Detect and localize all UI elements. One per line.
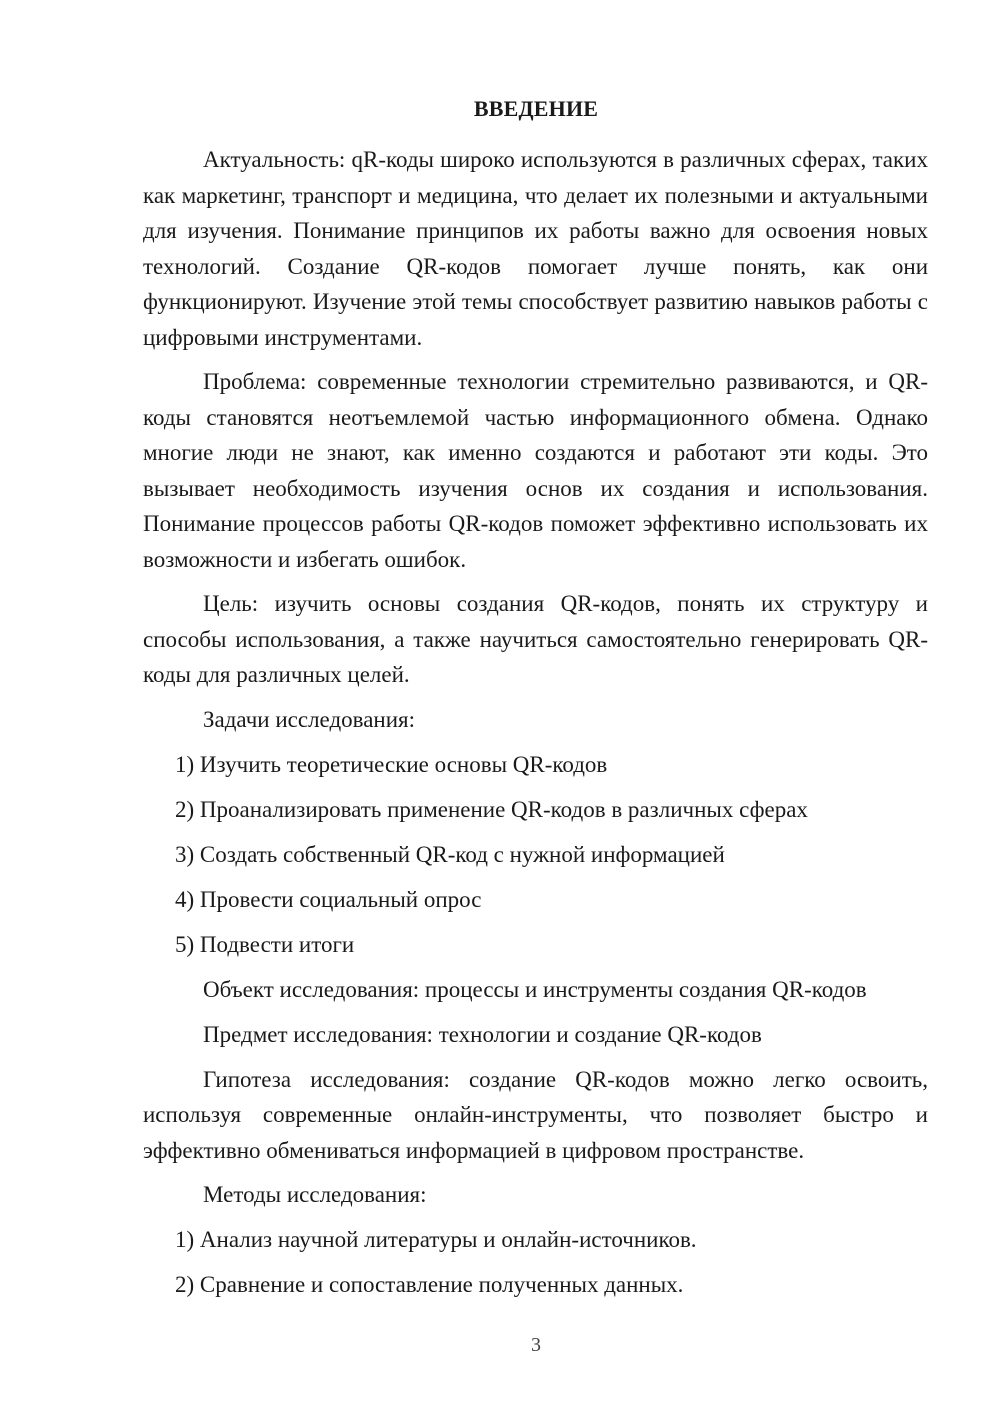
tasks-heading: Задачи исследования: [203, 706, 416, 732]
task-item: 4) Провести социальный опрос [175, 886, 482, 912]
hypothesis-paragraph: Гипотеза исследования: создание QR-кодов можно легко освоить, используя современные онлайн-инструменты, что позволяет быстро и эффективно обмениваться информацией в цифровом пространстве. [143, 1066, 928, 1163]
subject-line: Предмет исследования: технологии и создание QR-кодов [203, 1021, 762, 1047]
method-item: 2) Сравнение и сопоставление полученных данных. [175, 1272, 684, 1297]
document-body [143, 142, 928, 1312]
object-line: Объект исследования: процессы и инструменты создания QR-кодов [203, 976, 867, 1002]
task-item: 1) Изучить теоретические основы QR-кодов [175, 751, 608, 777]
methods-heading: Методы исследования: [203, 1182, 427, 1207]
task-item: 2) Проанализировать применение QR-кодов в различных сферах [175, 796, 808, 822]
task-item: 3) Создать собственный QR-код с нужной информацией [175, 841, 725, 867]
page-title: ВВЕДЕНИЕ [473, 96, 599, 121]
relevance-paragraph: Актуальность: qR-коды широко используются в различных сферах, таких как маркетинг, транспорт и медицина, что делает их полезными и актуальными для изучения. Понимание принципов их работы важно для освоения новых технологий. Создание QR-кодов помогает лучше понять, как они функционируют. Изучение этой темы способствует развитию навыков работы с цифровыми инструментами. [143, 147, 928, 350]
method-item: 1) Анализ научной литературы и онлайн-источников. [175, 1227, 697, 1252]
task-item: 5) Подвести итоги [175, 931, 355, 957]
goal-paragraph: Цель: изучить основы создания QR-кодов, понять их структуру и способы использования, а также научиться самостоятельно генерировать QR-коды для различных целей. [143, 591, 928, 687]
page-number: 3 [531, 1334, 541, 1356]
problem-paragraph: Проблема: современные технологии стремительно развиваются, и QR-коды становятся неотъемлемой частью информационного обмена. Однако многие люди не знают, как именно создаются и работают эти коды. Это вызывает необходимость изучения основ их создания и использования. Понимание процессов работы QR-кодов поможет эффективно использовать их возможности и избегать ошибок. [143, 369, 928, 572]
